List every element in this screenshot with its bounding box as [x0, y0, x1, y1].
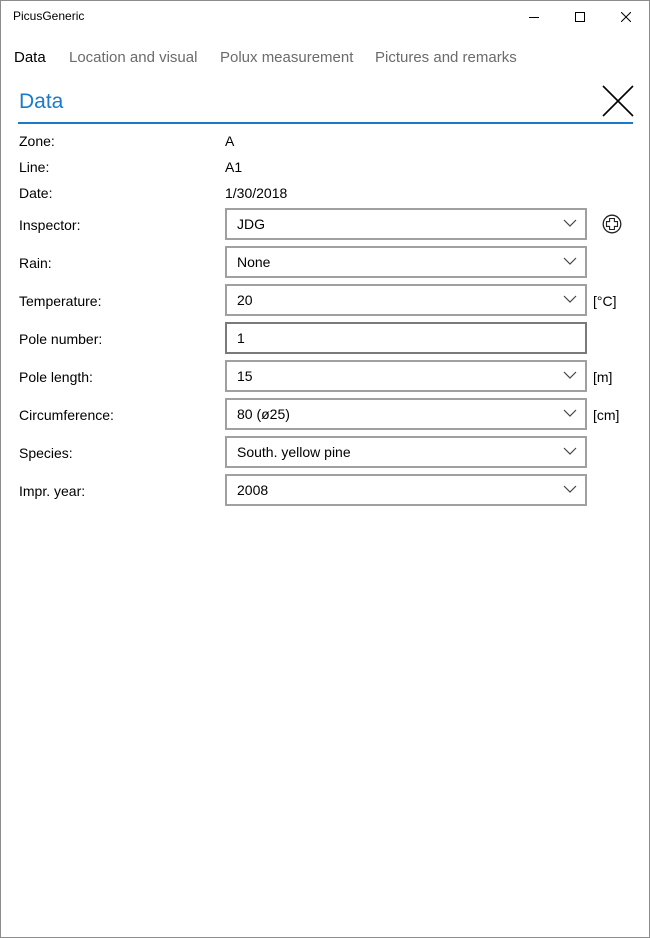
pole-length-unit: [m]: [593, 369, 613, 385]
chevron-down-icon: [563, 218, 577, 228]
circumference-value: 80 (ø25): [237, 406, 290, 422]
rain-label: Rain:: [19, 255, 52, 271]
zone-label: Zone:: [19, 133, 55, 149]
tab-location-and-visual[interactable]: Location and visual: [69, 49, 198, 66]
pole-length-dropdown[interactable]: [225, 360, 587, 392]
chevron-down-icon: [563, 256, 577, 266]
add-circle-icon[interactable]: [602, 214, 622, 234]
temperature-dropdown[interactable]: [225, 284, 587, 316]
circumference-label: Circumference:: [19, 407, 114, 423]
pole-number-label: Pole number:: [19, 331, 103, 347]
tab-pictures-and-remarks[interactable]: Pictures and remarks: [375, 49, 517, 66]
circumference-dropdown[interactable]: [225, 398, 587, 430]
tab-polux-measurement[interactable]: Polux measurement: [220, 49, 354, 66]
rain-dropdown[interactable]: [225, 246, 587, 278]
close-window-button[interactable]: [603, 1, 649, 33]
app-title: PicusGeneric: [13, 9, 85, 23]
temperature-unit: [°C]: [593, 293, 617, 309]
circumference-unit: [cm]: [593, 407, 620, 423]
chevron-down-icon: [563, 408, 577, 418]
chevron-down-icon: [563, 370, 577, 380]
inspector-label: Inspector:: [19, 217, 81, 233]
species-label: Species:: [19, 445, 73, 461]
temperature-label: Temperature:: [19, 293, 102, 309]
minimize-button[interactable]: [511, 1, 557, 33]
inspector-value: JDG: [237, 216, 265, 232]
impr-year-label: Impr. year:: [19, 483, 86, 499]
pole-number-value: 1: [237, 330, 245, 346]
species-value: South. yellow pine: [237, 444, 351, 460]
section-title: Data: [19, 90, 64, 113]
chevron-down-icon: [563, 484, 577, 494]
chevron-down-icon: [563, 294, 577, 304]
species-dropdown[interactable]: [225, 436, 587, 468]
impr-year-value: 2008: [237, 482, 269, 498]
pole-number-input[interactable]: [225, 322, 587, 354]
line-value: A1: [225, 159, 243, 175]
close-icon: [621, 12, 631, 22]
minimize-icon: [529, 12, 539, 22]
impr-year-dropdown[interactable]: [225, 474, 587, 506]
pole-length-label: Pole length:: [19, 369, 93, 385]
line-label: Line:: [19, 159, 50, 175]
chevron-down-icon: [563, 446, 577, 456]
title-bar[interactable]: [1, 1, 649, 33]
section-divider: [18, 122, 633, 124]
maximize-icon: [575, 12, 585, 22]
tab-data[interactable]: Data: [14, 49, 46, 66]
zone-value: A: [225, 133, 235, 149]
rain-value: None: [237, 254, 271, 270]
temperature-value: 20: [237, 292, 253, 308]
date-value: 1/30/2018: [225, 185, 288, 201]
pole-length-value: 15: [237, 368, 253, 384]
date-label: Date:: [19, 185, 53, 201]
panel-close-icon[interactable]: [602, 85, 634, 117]
maximize-button[interactable]: [557, 1, 603, 33]
inspector-dropdown[interactable]: [225, 208, 587, 240]
